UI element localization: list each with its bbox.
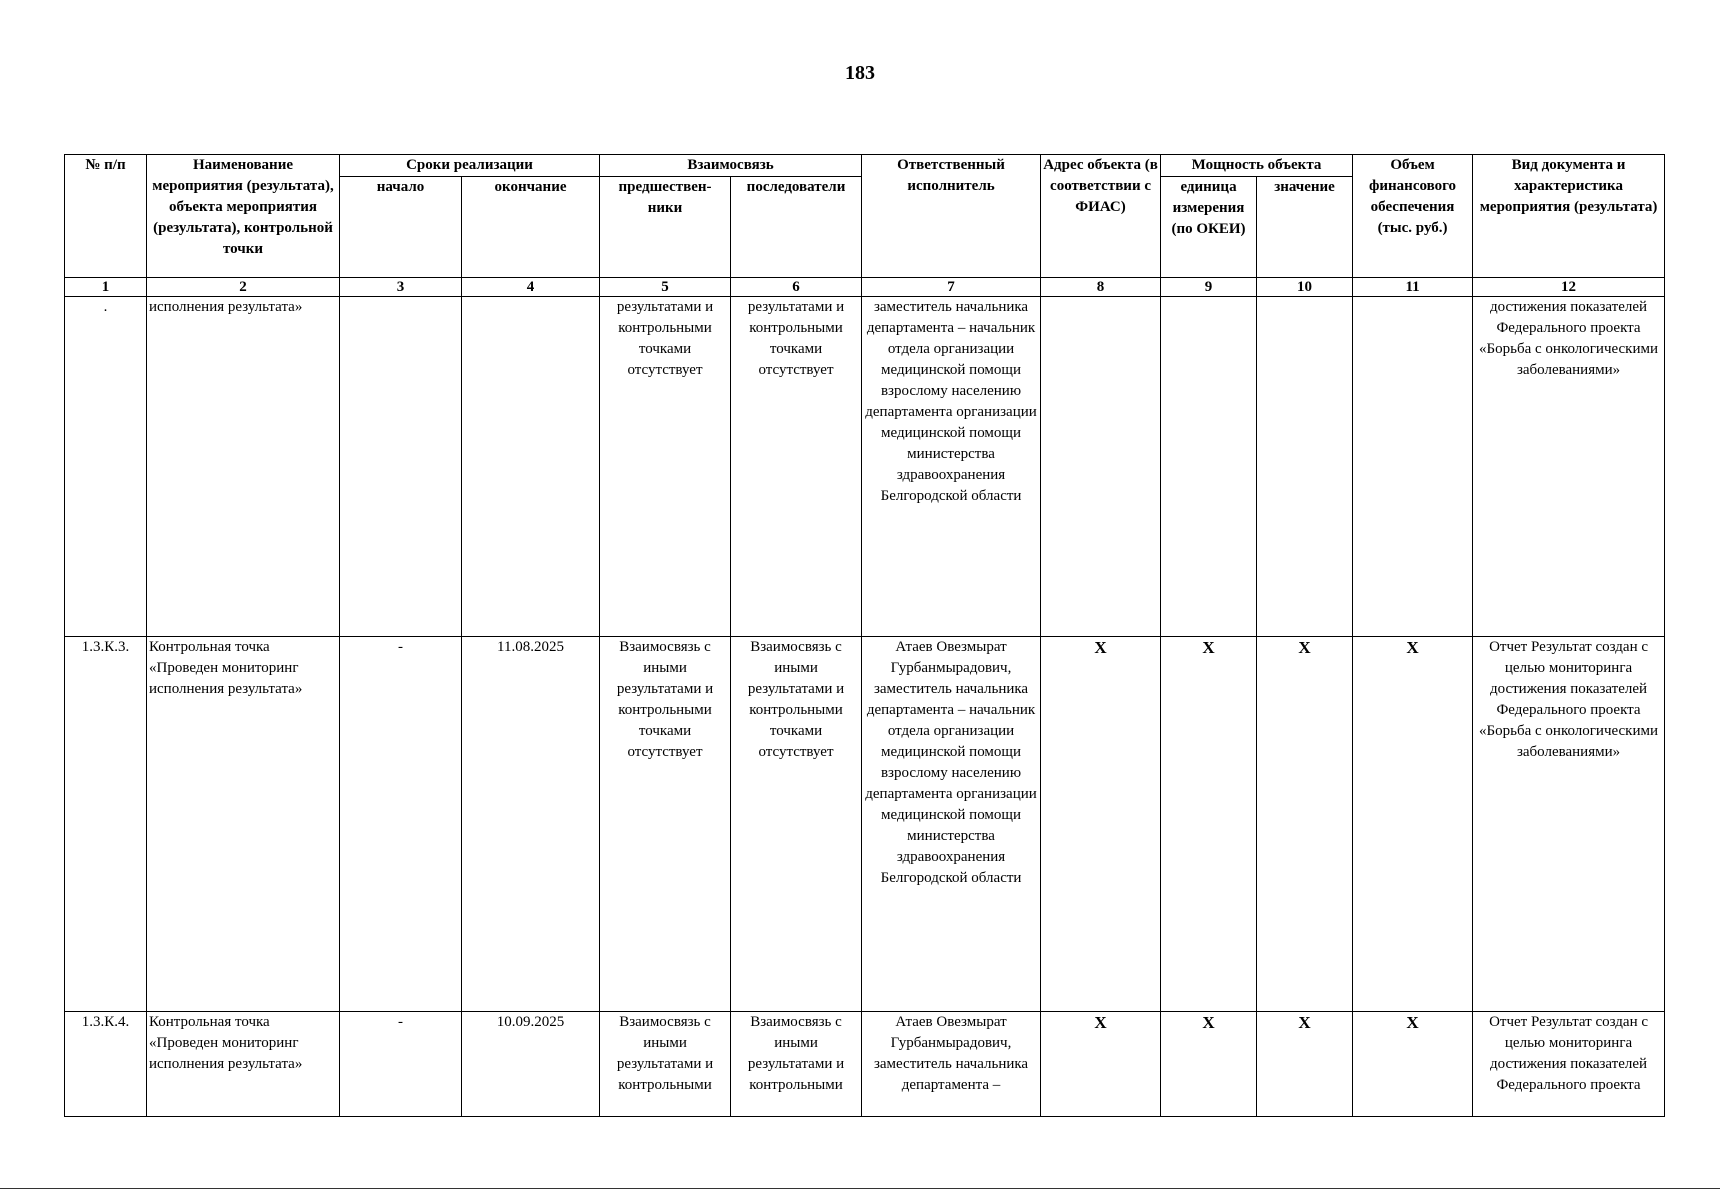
row-finance: X bbox=[1353, 637, 1473, 1012]
row-name: Контрольная точка «Проведен мониторинг исполнения результата» bbox=[147, 1012, 340, 1117]
row-predecessors: Взаимосвязь с иными результатами и контрольными точками отсутствует bbox=[600, 637, 731, 1012]
row-name: исполнения результата» bbox=[147, 297, 340, 637]
row-address: X bbox=[1041, 637, 1161, 1012]
row-unit bbox=[1161, 297, 1257, 637]
header-terms-group: Сроки реализации bbox=[340, 155, 600, 177]
column-number: 3 bbox=[340, 278, 462, 297]
table-row bbox=[65, 1012, 1665, 1117]
row-start: - bbox=[340, 637, 462, 1012]
row-responsible: заместитель начальника департамента – начальник отдела организации медицинской помощи взрослому населению департамента организации медицинской помощи министерства здравоохранения Белгородской области bbox=[862, 297, 1041, 637]
header-capacity-group: Мощность объекта bbox=[1161, 155, 1353, 177]
row-end bbox=[462, 297, 600, 637]
column-number: 2 bbox=[147, 278, 340, 297]
row-successors: Взаимосвязь с иными результатами и контрольными точками отсутствует bbox=[731, 637, 862, 1012]
row-num: . bbox=[65, 297, 147, 637]
row-responsible: Атаев Овезмырат Гурбанмырадович, заместитель начальника департамента – начальник отдела организации медицинской помощи взрослому населению департамента организации медицинской помощи министерства здравоохранения Белгородской области bbox=[862, 637, 1041, 1012]
row-value: X bbox=[1257, 637, 1353, 1012]
header-unit: единица измерения (по ОКЕИ) bbox=[1161, 177, 1257, 278]
column-number: 11 bbox=[1353, 278, 1473, 297]
column-number: 8 bbox=[1041, 278, 1161, 297]
header-address: Адрес объекта (в соответствии с ФИАС) bbox=[1041, 155, 1161, 278]
header-successors: последователи bbox=[731, 177, 862, 278]
column-number: 7 bbox=[862, 278, 1041, 297]
header-end: окончание bbox=[462, 177, 600, 278]
column-number: 9 bbox=[1161, 278, 1257, 297]
header-responsible: Ответственный исполнитель bbox=[862, 155, 1041, 278]
column-numbers-row bbox=[65, 278, 1665, 297]
column-number: 4 bbox=[462, 278, 600, 297]
header-row-top bbox=[65, 155, 1665, 177]
row-end: 11.08.2025 bbox=[462, 637, 600, 1012]
header-name: Наименование мероприятия (результата), объекта мероприятия (результата), контрольной точки bbox=[147, 155, 340, 278]
row-name: Контрольная точка «Проведен мониторинг исполнения результата» bbox=[147, 637, 340, 1012]
header-value: значение bbox=[1257, 177, 1353, 278]
table-row bbox=[65, 297, 1665, 637]
row-finance: X bbox=[1353, 1012, 1473, 1117]
row-doc: Отчет Результат создан с целью мониторинга достижения показателей Федерального проекта bbox=[1473, 1012, 1665, 1117]
row-responsible: Атаев Овезмырат Гурбанмырадович, заместитель начальника департамента – bbox=[862, 1012, 1041, 1117]
column-number: 10 bbox=[1257, 278, 1353, 297]
column-number: 5 bbox=[600, 278, 731, 297]
header-predecessors: предшествен-ники bbox=[600, 177, 731, 278]
row-num: 1.3.К.4. bbox=[65, 1012, 147, 1117]
row-successors: Взаимосвязь с иными результатами и контрольными bbox=[731, 1012, 862, 1117]
column-number: 6 bbox=[731, 278, 862, 297]
page-number: 183 bbox=[845, 62, 875, 84]
column-number: 12 bbox=[1473, 278, 1665, 297]
row-predecessors: результатами и контрольными точками отсутствует bbox=[600, 297, 731, 637]
row-end: 10.09.2025 bbox=[462, 1012, 600, 1117]
row-unit: X bbox=[1161, 637, 1257, 1012]
row-start: - bbox=[340, 1012, 462, 1117]
header-num: № п/п bbox=[65, 155, 147, 278]
column-number: 1 bbox=[65, 278, 147, 297]
header-link-group: Взаимосвязь bbox=[600, 155, 862, 177]
implementation-plan-table bbox=[64, 154, 1665, 1117]
row-address: X bbox=[1041, 1012, 1161, 1117]
header-finance: Объем финансового обеспечения (тыс. руб.) bbox=[1353, 155, 1473, 278]
row-address bbox=[1041, 297, 1161, 637]
row-doc: достижения показателей Федерального проекта «Борьба с онкологическими заболеваниями» bbox=[1473, 297, 1665, 637]
row-successors: результатами и контрольными точками отсутствует bbox=[731, 297, 862, 637]
row-finance bbox=[1353, 297, 1473, 637]
row-start bbox=[340, 297, 462, 637]
row-value bbox=[1257, 297, 1353, 637]
row-unit: X bbox=[1161, 1012, 1257, 1117]
scan-edge-line bbox=[0, 1188, 1720, 1189]
header-doc-type: Вид документа и характеристика мероприятия (результата) bbox=[1473, 155, 1665, 278]
header-start: начало bbox=[340, 177, 462, 278]
row-num: 1.3.К.3. bbox=[65, 637, 147, 1012]
row-predecessors: Взаимосвязь с иными результатами и контрольными bbox=[600, 1012, 731, 1117]
table-row bbox=[65, 637, 1665, 1012]
row-doc: Отчет Результат создан с целью мониторинга достижения показателей Федерального проекта «Борьба с онкологическими заболеваниями» bbox=[1473, 637, 1665, 1012]
row-value: X bbox=[1257, 1012, 1353, 1117]
